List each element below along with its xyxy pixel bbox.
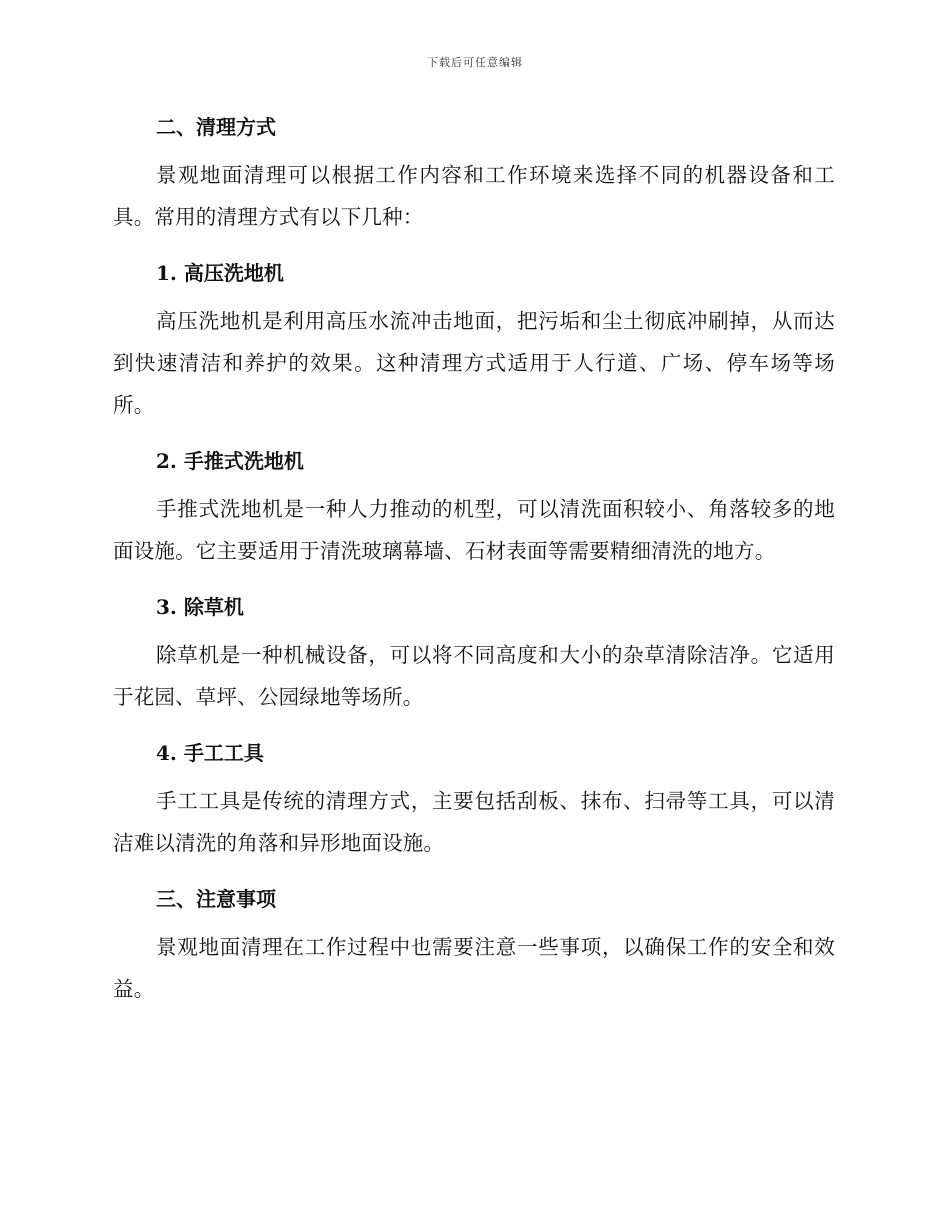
method-title-manual-tools: 4. 手工工具 [156, 741, 264, 765]
section-intro-precautions: 景观地面清理在工作过程中也需要注意一些事项，以确保工作的安全和效益。 [113, 935, 835, 1001]
method-body-weeder: 除草机是一种机械设备，可以将不同高度和大小的杂草清除洁净。它适用于花园、草坪、公园绿地等场所。 [113, 643, 835, 709]
section-title-precautions: 三、注意事项 [156, 887, 276, 911]
method-body-hand-push: 手推式洗地机是一种人力推动的机型，可以清洗面积较小、角落较多的地面设施。它主要适用于清洗玻璃幕墙、石材表面等需要精细清洗的地方。 [113, 497, 835, 563]
method-title-hand-push: 2. 手推式洗地机 [156, 449, 304, 473]
method-body-manual-tools: 手工工具是传统的清理方式，主要包括刮板、抹布、扫帚等工具，可以清洁难以清洗的角落和异形地面设施。 [113, 789, 835, 855]
section-intro-cleaning-methods: 景观地面清理可以根据工作内容和工作环境来选择不同的机器设备和工具。常用的清理方式有以下几种： [113, 163, 835, 229]
document-body [113, 108, 835, 1010]
method-body-high-pressure: 高压洗地机是利用高压水流冲击地面，把污垢和尘土彻底冲刷掉，从而达到快速清洁和养护的效果。这种清理方式适用于人行道、广场、停车场等场所。 [113, 309, 835, 417]
method-title-high-pressure: 1. 高压洗地机 [156, 261, 284, 285]
section-title-cleaning-methods: 二、清理方式 [156, 115, 276, 139]
page-header: 下载后可任意编辑 [427, 56, 523, 69]
method-title-weeder: 3. 除草机 [156, 595, 244, 619]
